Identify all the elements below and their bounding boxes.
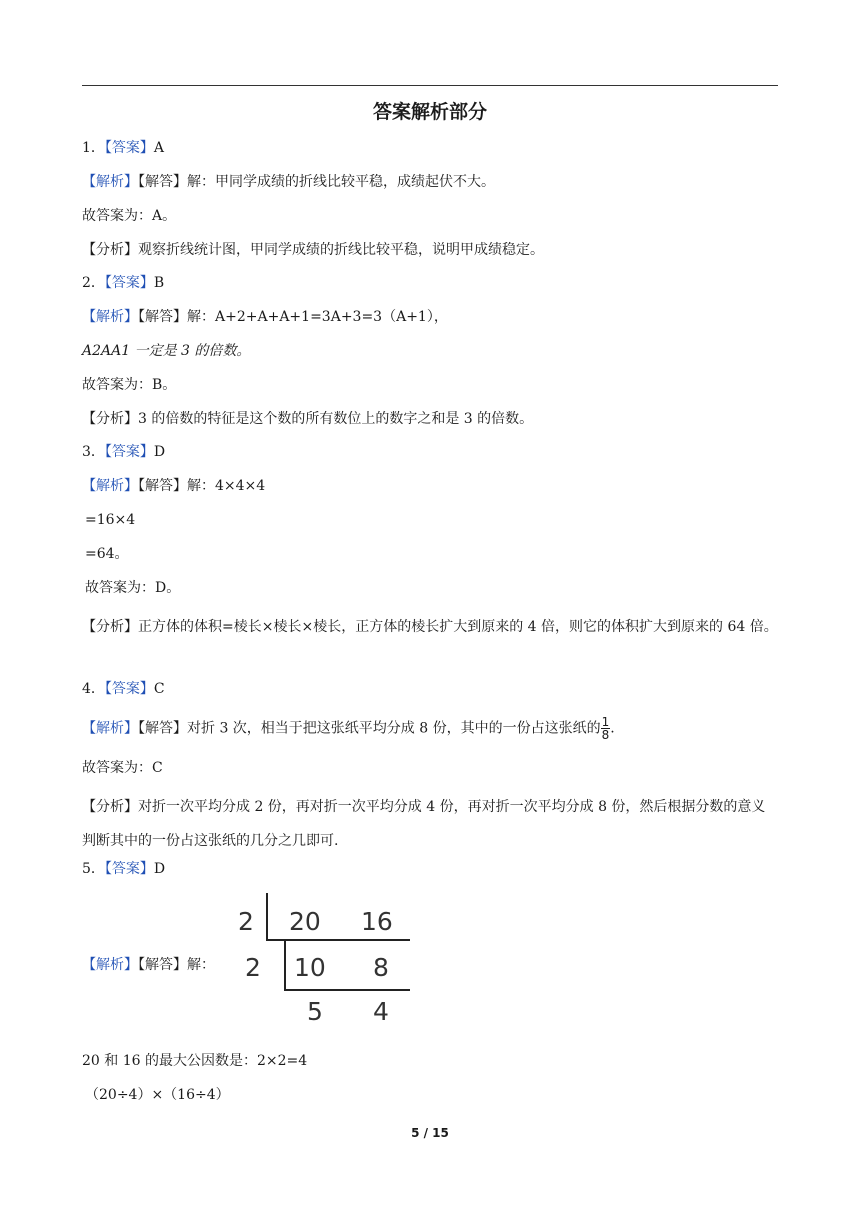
q5-line2: （20÷4）×（16÷4）	[85, 1087, 230, 1103]
q3-answer-value: D	[153, 444, 166, 460]
q1-analysis	[82, 240, 544, 260]
fraction-denominator: 8	[601, 728, 610, 742]
q2-line2: A2AA1 一定是 3 的倍数。	[82, 343, 251, 359]
answer-tag: 【答案】	[104, 681, 154, 697]
answer-tag: 【答案】	[104, 275, 154, 291]
q4-number: 4．	[82, 681, 105, 697]
header-rule	[82, 85, 778, 86]
division-bar-vertical-2	[284, 941, 286, 991]
q5-line1: 20 和 16 的最大公因数是：2×2=4	[82, 1053, 308, 1069]
division-bar-horizontal-1	[266, 939, 410, 941]
q4-solve-text: 对折 3 次，相当于把这张纸平均分成 8 份，其中的一份占这张纸的	[187, 720, 601, 737]
solve-tag: 【解答】	[138, 720, 187, 737]
page-number: 5 / 15	[411, 1126, 449, 1140]
analysis-tag: 【分析】	[82, 242, 138, 258]
solve-tag: 【解答】	[138, 957, 187, 973]
explain-tag: 【解析】	[82, 174, 138, 190]
q5-answer	[82, 859, 165, 879]
analysis-tag: 【分析】	[82, 799, 138, 815]
solve-tag: 【解答】	[138, 478, 187, 494]
q4-analysis-text: 对折一次平均分成 2 份，再对折一次平均分成 4 份，再对折一次平均分成 8 份，然后根据分数的意义判断其中的一份占这张纸的几分之几即可.	[82, 799, 766, 849]
result-5: 5	[307, 997, 323, 1026]
explain-tag: 【解析】	[82, 309, 138, 325]
q2-analysis	[82, 409, 533, 429]
q4-result: 故答案为：C	[82, 760, 163, 776]
q1-result: 故答案为：A。	[82, 208, 177, 224]
q1-answer	[82, 138, 164, 158]
q3-analysis	[82, 610, 778, 644]
q3-step2: =64。	[85, 546, 129, 562]
fraction-numerator: 1	[601, 715, 610, 729]
q2-solution	[82, 307, 448, 327]
q2-number: 2．	[82, 275, 105, 291]
q3-step1: =16×4	[85, 512, 136, 528]
answer-tag: 【答案】	[104, 861, 154, 877]
q4-analysis	[82, 790, 778, 858]
q3-number: 3．	[82, 444, 105, 460]
q3-solution	[82, 476, 265, 496]
q5-number: 5．	[82, 861, 105, 877]
q1-solution	[82, 172, 495, 192]
division-bar-vertical-1	[266, 893, 268, 941]
q3-analysis-text: 正方体的体积=棱长×棱长×棱长，正方体的棱长扩大到原来的 4 倍，则它的体积扩大到原来的 64 倍。	[138, 619, 778, 635]
dividend-20: 20	[289, 907, 321, 936]
fraction-one-eighth	[601, 716, 611, 741]
q1-answer-value: A	[153, 140, 165, 156]
answer-tag: 【答案】	[104, 444, 154, 460]
q2-solve-text: 解：A+2+A+A+1=3A+3=3（A+1），	[187, 309, 448, 325]
divisor-2: 2	[245, 953, 261, 982]
quotient-10: 10	[294, 953, 326, 982]
q3-answer	[82, 442, 165, 462]
q3-solve-text: 解：4×4×4	[187, 478, 266, 494]
explain-tag: 【解析】	[82, 957, 138, 973]
q4-solve-end: .	[610, 720, 615, 737]
q1-analysis-text: 观察折线统计图，甲同学成绩的折线比较平稳，说明甲成绩稳定。	[138, 242, 544, 258]
division-bar-horizontal-2	[284, 989, 410, 991]
q2-answer-value: B	[153, 275, 165, 291]
dividend-16: 16	[361, 907, 393, 936]
q2-analysis-text: 3 的倍数的特征是这个数的所有数位上的数字之和是 3 的倍数。	[138, 411, 534, 427]
q2-answer	[82, 273, 164, 293]
q4-answer-value: C	[153, 681, 165, 697]
explain-tag: 【解析】	[82, 720, 138, 737]
explain-tag: 【解析】	[82, 478, 138, 494]
q5-answer-value: D	[153, 861, 166, 877]
q5-solve-text: 解：	[187, 957, 215, 973]
divisor-1: 2	[238, 907, 254, 936]
solve-tag: 【解答】	[138, 174, 187, 190]
analysis-tag: 【分析】	[82, 411, 138, 427]
q1-solve-text: 解：甲同学成绩的折线比较平稳，成绩起伏不大。	[187, 174, 495, 190]
result-4: 4	[373, 997, 389, 1026]
q4-answer	[82, 679, 165, 699]
q4-solution	[82, 716, 615, 741]
q3-result: 故答案为：D。	[85, 580, 181, 596]
analysis-tag: 【分析】	[82, 619, 138, 635]
q2-result: 故答案为：B。	[82, 377, 177, 393]
page-title: 答案解析部分	[372, 101, 487, 123]
quotient-8: 8	[373, 953, 389, 982]
short-division-figure	[228, 893, 418, 1033]
q5-solution	[82, 955, 215, 975]
q1-number: 1．	[82, 140, 105, 156]
solve-tag: 【解答】	[138, 309, 187, 325]
answer-tag: 【答案】	[104, 140, 154, 156]
